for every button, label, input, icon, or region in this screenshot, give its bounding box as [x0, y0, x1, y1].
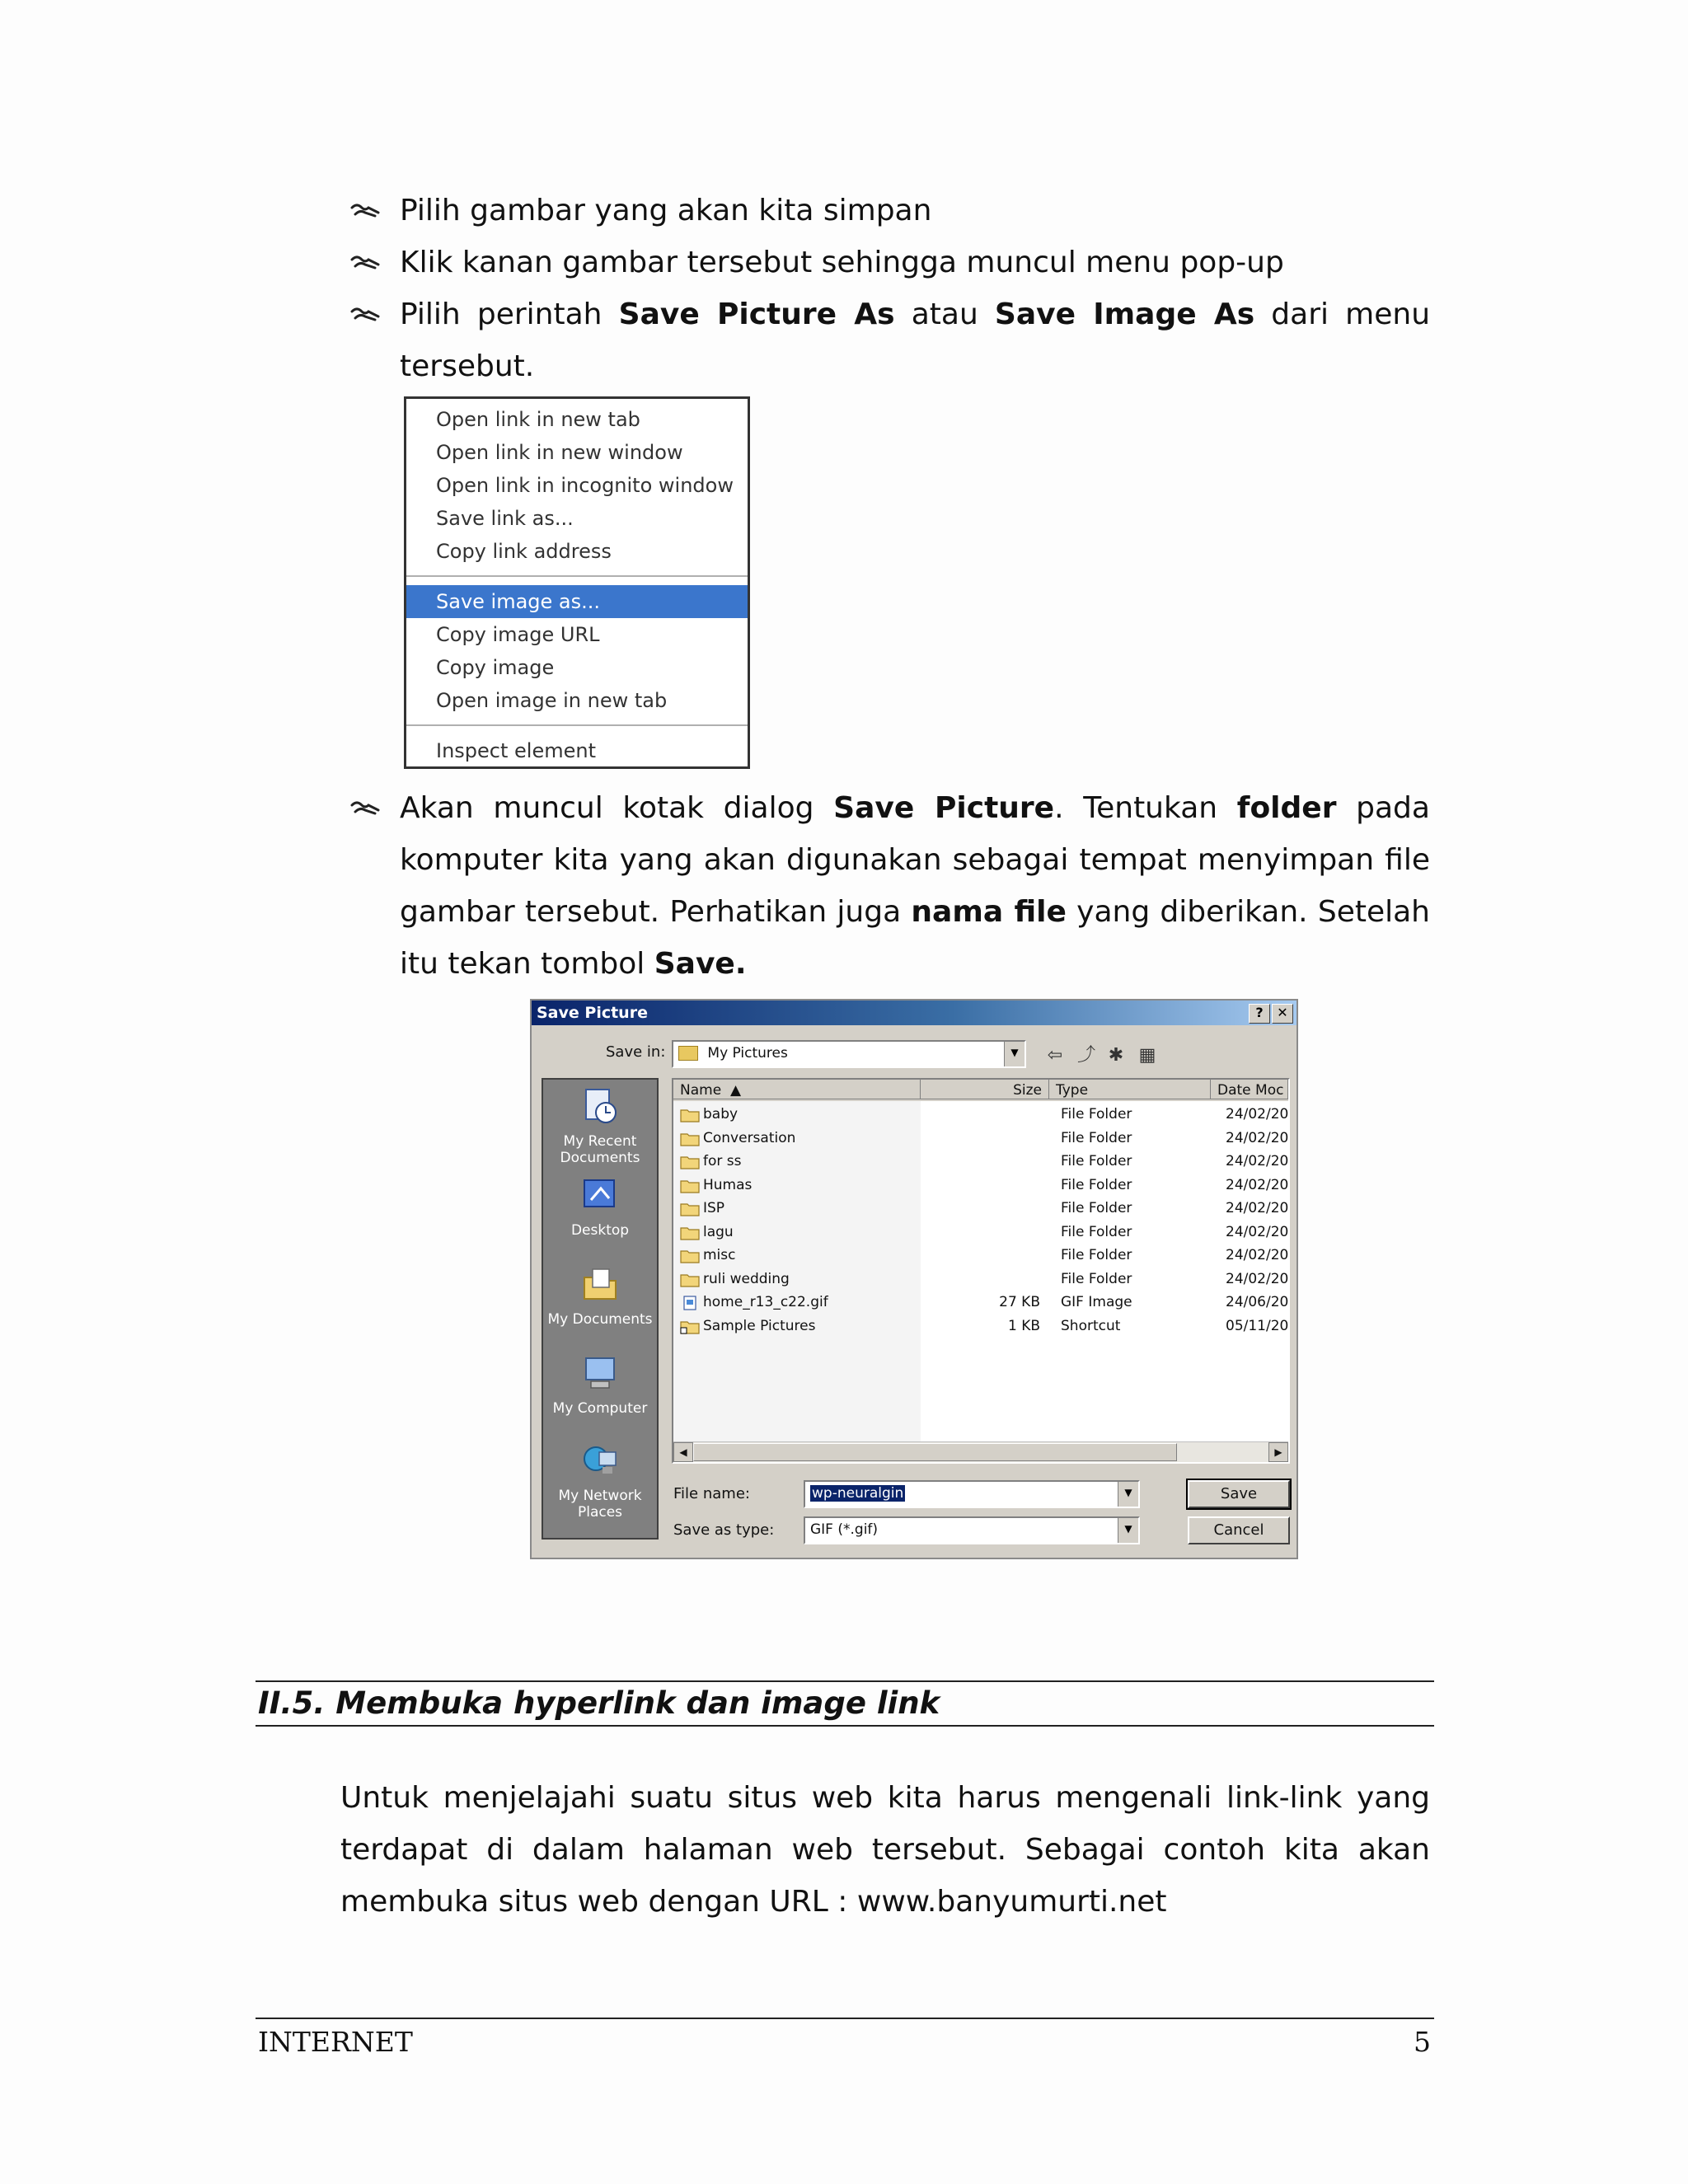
file-row[interactable] — [673, 1268, 1288, 1291]
folder-icon — [680, 1201, 700, 1216]
file-date: 24/02/20 — [1226, 1129, 1289, 1146]
my-computer-icon — [579, 1353, 621, 1393]
scroll-right-icon[interactable]: ▶ — [1268, 1442, 1288, 1462]
file-size: 27 KB — [999, 1294, 1040, 1310]
file-type: File Folder — [1061, 1270, 1132, 1287]
file-name: ruli wedding — [703, 1270, 790, 1287]
place-label: My Documents — [547, 1311, 653, 1328]
file-date: 24/02/20 — [1226, 1153, 1289, 1169]
footer-rule — [256, 2018, 1434, 2019]
text-run: dari menu tersebut. — [400, 298, 1431, 383]
file-date: 05/11/20 — [1226, 1317, 1289, 1334]
file-type: File Folder — [1061, 1129, 1132, 1146]
place-label: My Recent Documents — [560, 1133, 640, 1166]
context-menu-item[interactable]: Save image as... — [406, 585, 748, 618]
save-button[interactable]: Save — [1188, 1480, 1290, 1508]
place-desktop[interactable] — [543, 1175, 657, 1239]
back-arrow-icon[interactable]: ⇦ — [1047, 1045, 1063, 1066]
file-name: home_r13_c22.gif — [703, 1294, 828, 1310]
file-date: 24/06/20 — [1226, 1294, 1289, 1310]
bold-text: Save. — [654, 947, 747, 981]
save-in-label: Save in: — [606, 1043, 666, 1061]
new-folder-icon[interactable]: ✱ — [1108, 1045, 1124, 1066]
bullet-item — [350, 782, 1430, 990]
place-label: Desktop — [570, 1222, 630, 1239]
section-paragraph: Untuk menjelajahi suatu situs web kita harus mengenali link-link yang terdapat di dalam halaman web tersebut. Sebagai contoh kita akan membuka situs web dengan URL : www.banyumurti.net — [340, 1781, 1430, 1919]
file-name: Humas — [703, 1176, 753, 1193]
folder-icon — [680, 1225, 700, 1240]
menu-separator — [406, 724, 748, 726]
context-menu-item[interactable]: Copy image — [436, 656, 555, 679]
file-size: 1 KB — [1007, 1317, 1040, 1334]
file-name: Conversation — [703, 1129, 796, 1146]
context-menu-item[interactable]: Copy image URL — [436, 623, 600, 646]
folder-icon — [680, 1272, 700, 1286]
file-date: 24/02/20 — [1226, 1270, 1289, 1287]
text-run: Akan muncul kotak dialog — [400, 791, 834, 825]
bullet-item — [350, 288, 1430, 392]
menu-separator — [406, 575, 748, 577]
file-row[interactable] — [673, 1221, 1288, 1244]
file-row[interactable] — [673, 1174, 1288, 1197]
place-my-documents[interactable] — [543, 1264, 657, 1328]
save-as-type-dropdown[interactable] — [804, 1516, 1140, 1544]
chevron-down-icon[interactable]: ▼ — [1004, 1042, 1025, 1066]
file-type: File Folder — [1061, 1247, 1132, 1263]
bold-text: Save Picture As — [618, 298, 895, 331]
section-title: II.5. Membuka hyperlink dan image link — [258, 1685, 940, 1721]
context-menu-item[interactable]: Copy link address — [436, 540, 612, 563]
bullet-item — [350, 237, 1430, 288]
view-menu-icon[interactable]: ▦ — [1138, 1045, 1156, 1066]
text-run: pada komputer kita yang akan digunakan sebagai tempat menyimpan file gambar tersebut. Perhatikan juga — [400, 791, 1430, 929]
place-my-recent-documents[interactable] — [543, 1086, 657, 1166]
bullet-icon — [350, 185, 383, 237]
cancel-button[interactable]: Cancel — [1188, 1516, 1290, 1544]
bullet-list-middle — [350, 782, 1430, 990]
shortcut-folder-icon — [680, 1319, 700, 1333]
save-in-value: My Pictures — [707, 1045, 788, 1062]
file-row[interactable] — [673, 1150, 1288, 1173]
context-menu-item[interactable]: Open link in new window — [436, 441, 683, 464]
text-run: yang diberikan. Setelah itu tekan tombol — [400, 895, 1430, 981]
chevron-down-icon[interactable]: ▼ — [1118, 1482, 1138, 1507]
context-menu-item[interactable]: Inspect element — [436, 739, 596, 762]
context-menu-item[interactable]: Open link in new tab — [436, 408, 640, 431]
dialog-title-bar — [532, 1001, 1296, 1025]
place-my-network-places[interactable] — [543, 1441, 657, 1521]
place-label: My Computer — [552, 1400, 648, 1417]
file-type: File Folder — [1061, 1106, 1132, 1122]
text-run: Klik kanan gambar tersebut sehingga muncul menu pop-up — [400, 246, 1284, 279]
file-row[interactable] — [673, 1244, 1288, 1267]
file-date: 24/02/20 — [1226, 1176, 1289, 1193]
file-name-label: File name: — [673, 1485, 750, 1502]
file-list-header — [673, 1080, 1288, 1101]
folder-icon — [680, 1248, 700, 1263]
folder-icon — [680, 1154, 700, 1169]
context-menu — [404, 396, 750, 769]
close-button[interactable]: ✕ — [1272, 1004, 1293, 1024]
file-type: Shortcut — [1061, 1317, 1121, 1334]
column-date[interactable]: Date Moc — [1211, 1080, 1288, 1099]
file-date: 24/02/20 — [1226, 1200, 1289, 1216]
file-type: GIF Image — [1061, 1294, 1132, 1310]
file-row[interactable] — [673, 1197, 1288, 1220]
file-list[interactable] — [672, 1078, 1290, 1464]
desktop-icon — [579, 1175, 621, 1215]
column-name[interactable]: Name ▲ — [673, 1080, 921, 1099]
file-date: 24/02/20 — [1226, 1247, 1289, 1263]
bullet-icon — [350, 782, 383, 834]
section-bottom-rule — [256, 1725, 1434, 1727]
file-date: 24/02/20 — [1226, 1106, 1289, 1122]
horizontal-scrollbar[interactable] — [673, 1441, 1288, 1462]
save-picture-dialog — [530, 999, 1298, 1559]
text-run: Pilih gambar yang akan kita simpan — [400, 194, 932, 227]
bullet-item — [350, 185, 1430, 237]
column-size[interactable]: Size — [921, 1080, 1049, 1099]
file-name: ISP — [703, 1200, 725, 1216]
file-name: baby — [703, 1106, 738, 1122]
file-type: File Folder — [1061, 1153, 1132, 1169]
bullet-icon — [350, 288, 383, 340]
image-file-icon — [680, 1295, 700, 1310]
file-name: misc — [703, 1247, 736, 1263]
help-button[interactable]: ? — [1249, 1004, 1270, 1024]
bold-text: Save Picture — [833, 791, 1055, 825]
text-run: Pilih perintah — [400, 298, 619, 331]
file-row[interactable] — [673, 1291, 1288, 1314]
save-as-type-label: Save as type: — [673, 1521, 775, 1539]
bold-text: Save Image As — [994, 298, 1255, 331]
recent-documents-icon — [579, 1086, 621, 1126]
place-my-computer[interactable] — [543, 1353, 657, 1417]
context-menu-item[interactable]: Open link in incognito window — [436, 474, 734, 497]
text-run: atau — [894, 298, 995, 331]
bullet-list-top — [350, 185, 1430, 392]
scroll-thumb[interactable] — [693, 1443, 1177, 1461]
file-name: Sample Pictures — [703, 1317, 816, 1334]
context-menu-item[interactable]: Open image in new tab — [436, 689, 668, 712]
places-bar — [542, 1078, 659, 1540]
file-name-field[interactable] — [804, 1480, 1140, 1508]
file-name: lagu — [703, 1223, 734, 1240]
folder-icon — [678, 1046, 698, 1061]
file-row[interactable] — [673, 1103, 1288, 1126]
bullet-icon — [350, 237, 383, 288]
save-as-type-value: GIF (*.gif) — [810, 1521, 879, 1538]
scroll-left-icon[interactable]: ◀ — [673, 1442, 693, 1462]
bold-text: nama file — [911, 895, 1067, 929]
context-menu-item[interactable]: Save link as... — [436, 507, 574, 530]
place-label: My Network Places — [558, 1488, 642, 1521]
folder-icon — [680, 1178, 700, 1193]
file-type: File Folder — [1061, 1223, 1132, 1240]
my-documents-icon — [579, 1264, 621, 1304]
text-run: . Tentukan — [1054, 791, 1237, 825]
file-date: 24/02/20 — [1226, 1223, 1289, 1240]
up-folder-icon[interactable]: ⤴ — [1076, 1045, 1095, 1066]
folder-icon — [680, 1131, 700, 1146]
file-row[interactable] — [673, 1127, 1288, 1150]
column-type[interactable]: Type — [1049, 1080, 1211, 1099]
folder-icon — [680, 1107, 700, 1122]
file-name-value: wp-neuralgin — [812, 1485, 904, 1502]
file-type: File Folder — [1061, 1200, 1132, 1216]
footer-title: INTERNET — [258, 2026, 413, 2058]
file-type: File Folder — [1061, 1176, 1132, 1193]
file-row[interactable] — [673, 1315, 1288, 1338]
network-places-icon — [579, 1441, 621, 1480]
dialog-title: Save Picture — [537, 1004, 648, 1022]
file-name: for ss — [703, 1153, 742, 1169]
save-in-dropdown[interactable] — [672, 1040, 1026, 1068]
section-top-rule — [256, 1680, 1434, 1682]
page-number: 5 — [1414, 2026, 1431, 2058]
chevron-down-icon[interactable]: ▼ — [1118, 1518, 1138, 1543]
bold-text: folder — [1236, 791, 1337, 825]
